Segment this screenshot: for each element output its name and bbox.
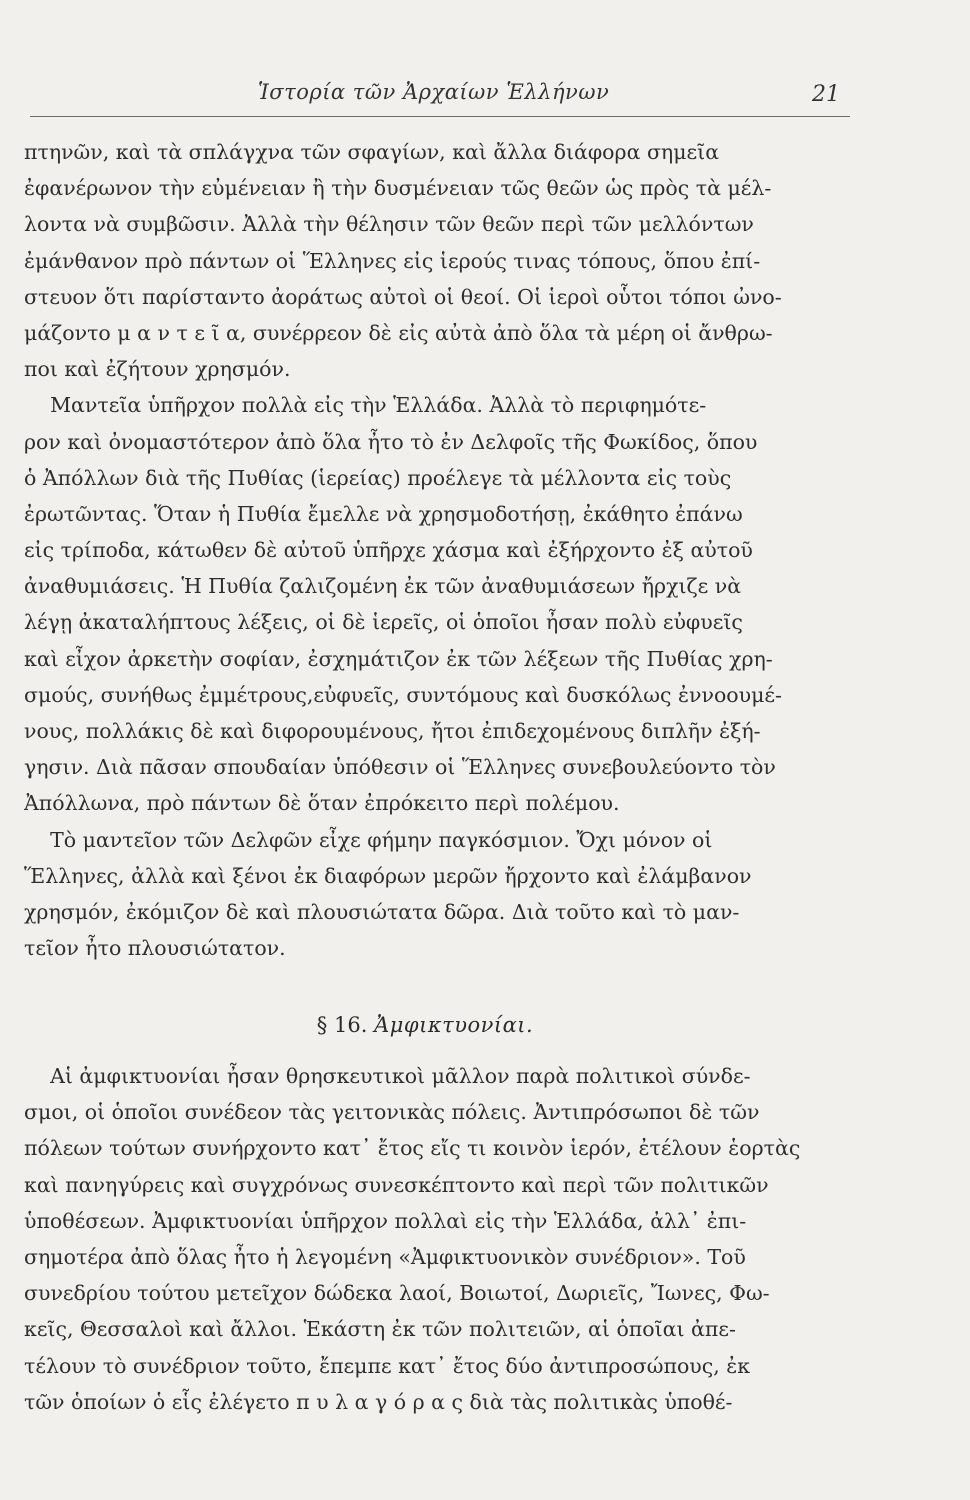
text-line: καὶ πανηγύρεις καὶ συγχρόνως συνεσκέπτοντο καὶ περὶ τῶν πολιτικῶν [24,1172,769,1197]
text-line: λοντα νὰ συμβῶσιν. Ἀλλὰ τὴν θέλησιν τῶν θεῶν περὶ τῶν μελλόντων [24,212,754,237]
text-line: εἰς τρίποδα, κάτωθεν δὲ αὐτοῦ ὑπῆρχε χάσμα καὶ ἐξήρχοντο ἐξ αὐτοῦ [24,538,753,563]
header-rule [30,116,850,117]
text-line: ρον καὶ ὀνομαστότερον ἀπὸ ὅλα ἦτο τὸ ἐν Δελφοῖς τῆς Φωκίδος, ὅπου [24,429,758,454]
text-line: ὑποθέσεων. Ἀμφικτυονίαι ὑπῆρχον πολλαὶ εἰς τὴν Ἑλλάδα, ἀλλ᾽ ἐπι- [24,1208,747,1233]
section-title: Ἀμφικτυονίαι. [374,1013,534,1037]
text-line: σημοτέρα ἀπὸ ὅλας ἦτο ἡ λεγομένη «Ἀμφικτυονικὸν συνέδριον». Τοῦ [24,1244,746,1269]
text-line: τέλουν τὸ συνέδριον τοῦτο, ἔπεμπε κατ᾽ ἔτος δύο ἀντιπροσώπους, ἐκ [24,1353,751,1378]
text-line: χρησμόν, ἐκόμιζον δὲ καὶ πλουσιώτατα δῶρα. Διὰ τοῦτο καὶ τὸ μαν- [24,899,740,924]
text-line: πόλεων τούτων συνήρχοντο κατ᾽ ἔτος εἴς τι κοινὸν ἱερόν, ἐτέλουν ἑορτὰς [24,1136,801,1161]
section-body [24,1058,850,1420]
section-heading [0,1013,850,1037]
body-text [24,134,850,966]
text-line: Ἕλληνες, ἀλλὰ καὶ ξένοι ἐκ διαφόρων μερῶν ἤρχοντο καὶ ἐλάμβανον [24,863,752,888]
text-line: σμούς, συνήθως ἐμμέτρους,εὐφυεῖς, συντόμους καὶ δυσκόλως ἐννοουμέ- [24,682,782,707]
text-line: λέγῃ ἀκαταλήπτους λέξεις, οἱ δὲ ἱερεῖς, οἱ ὁποῖοι ἦσαν πολὺ εὐφυεῖς [24,610,743,635]
text-line: μάζοντο μ α ν τ ε ῖ α, συνέρρεον δὲ εἰς αὐτὰ ἀπὸ ὅλα τὰ μέρη οἱ ἄνθρω- [24,320,773,345]
page-header [0,74,970,114]
running-title: Ἱστορία τῶν Ἀρχαίων Ἑλλήνων [258,80,610,104]
text-line: ἐμάνθανον πρὸ πάντων οἱ Ἕλληνες εἰς ἱερούς τινας τόπους, ὅπου ἐπί- [24,248,761,273]
text-line: Αἱ ἀμφικτυονίαι ἦσαν θρησκευτικοὶ μᾶλλον παρὰ πολιτικοὶ σύνδε- [24,1064,751,1088]
text-line: κεῖς, Θεσσαλοὶ καὶ ἄλλοι. Ἑκάστη ἐκ τῶν πολιτειῶν, αἱ ὁποῖαι ἀπε- [24,1317,736,1342]
section-number: § 16. [316,1013,368,1037]
text-line: πτηνῶν, καὶ τὰ σπλάγχνα τῶν σφαγίων, καὶ ἄλλα διάφορα σημεῖα [24,140,720,164]
text-line: ὁ Ἀπόλλων διὰ τῆς Πυθίας (ἱερείας) προέλεγε τὰ μέλλοντα εἰς τοὺς [24,465,732,490]
text-line: καὶ εἶχον ἀρκετὴν σοφίαν, ἐσχημάτιζον ἐκ τῶν λέξεων τῆς Πυθίας χρη- [24,646,773,671]
text-line: νους, πολλάκις δὲ καὶ διφορουμένους, ἤτοι ἐπιδεχομένους διπλῆν ἐξή- [24,719,761,743]
text-line: τῶν ὁποίων ὁ εἷς ἐλέγετο π υ λ α γ ό ρ α ς διὰ τὰς πολιτικὰς ὑποθέ- [24,1389,733,1414]
text-line: Ἀπόλλωνα, πρὸ πάντων δὲ ὅταν ἐπρόκειτο περὶ πολέμου. [24,791,620,816]
text-line: Τὸ μαντεῖον τῶν Δελφῶν εἶχε φήμην παγκόσμιον. Ὄχι μόνον οἱ [24,827,713,852]
page-number: 21 [812,82,840,107]
text-line: συνεδρίου τούτου μετεῖχον δώδεκα λαοί, Βοιωτοί, Δωριεῖς, Ἴωνες, Φω- [24,1281,770,1306]
text-line: Μαντεῖα ὑπῆρχον πολλὰ εἰς τὴν Ἑλλάδα. Ἀλλὰ τὸ περιφημότε- [24,393,707,418]
text-line: ποι καὶ ἐζήτουν χρησμόν. [24,357,291,382]
text-line: ἀναθυμιάσεις. Ἡ Πυθία ζαλιζομένη ἐκ τῶν ἀναθυμιάσεων ἤρχιζε νὰ [24,574,742,599]
text-line: γησιν. Διὰ πᾶσαν σπουδαίαν ὑπόθεσιν οἱ Ἕλληνες συνεβουλεύοντο τὸν [24,755,776,780]
text-line: ἐφανέρωνον τὴν εὐμένειαν ἢ τὴν δυσμένειαν τῶς θεῶν ὡς πρὸς τὰ μέλ- [24,176,772,201]
text-line: ἐρωτῶντας. Ὅταν ἡ Πυθία ἔμελλε νὰ χρησμοδοτήσῃ, ἐκάθητο ἐπάνω [24,501,743,526]
text-line: τεῖον ἦτο πλουσιώτατον. [24,936,286,961]
text-line: στευον ὅτι παρίσταντο ἀοράτως αὐτοὶ οἱ θεοί. Οἱ ἱεροὶ οὗτοι τόποι ὠνο- [24,284,782,309]
text-line: σμοι, οἱ ὁποῖοι συνέδεον τὰς γειτονικὰς πόλεις. Ἀντιπρόσωποι δὲ τῶν [24,1100,760,1125]
